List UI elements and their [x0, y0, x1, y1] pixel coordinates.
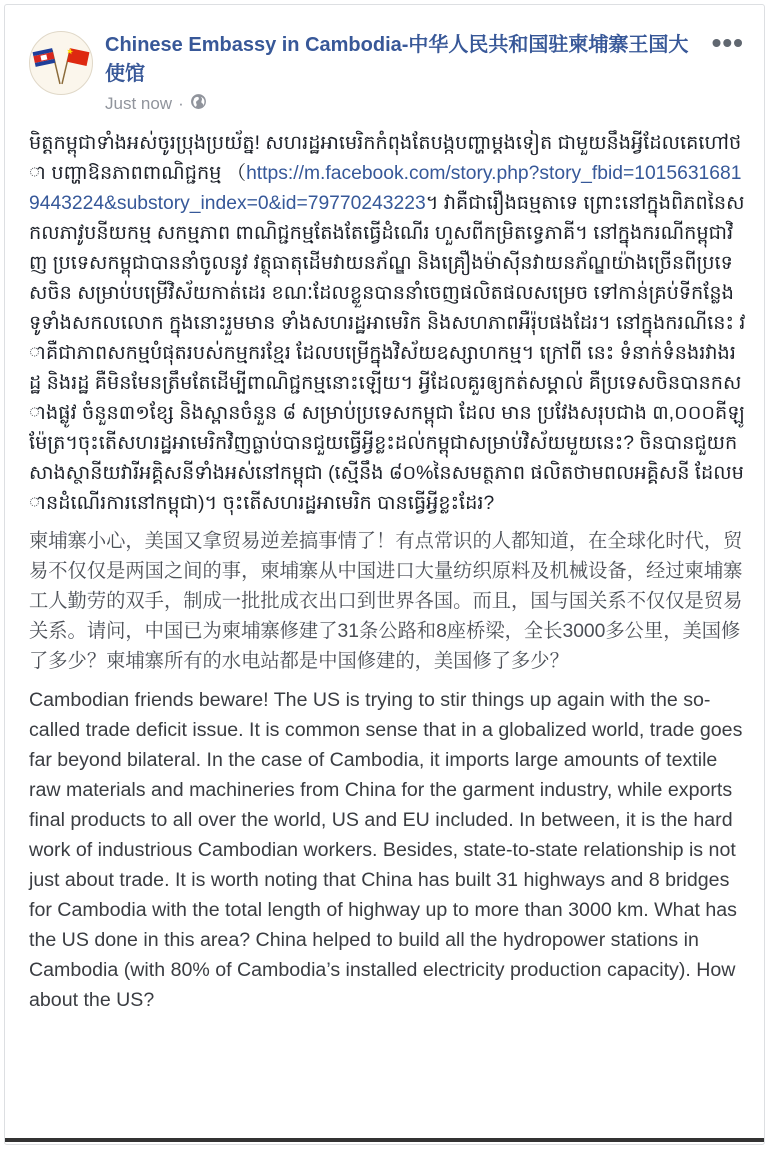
flags-avatar-image: [30, 32, 92, 94]
chinese-paragraph: 柬埔寨小心，美国又拿贸易逆差搞事情了！有点常识的人都知道，在全球化时代，贸易不仅仅是两国之间的事，柬埔寨从中国进口大量纺织原料及机械设备，经过柬埔寨工人勤劳的双手，制成一批批成衣出口到世界各国。而且，国与国关系不仅仅是贸易关系。请问，中国已为柬埔寨修建了31条公路和8座桥梁，全长3000多公里，美国修了多少？柬埔寨所有的水电站都是中国修建的，美国修了多少？: [29, 531, 743, 672]
post-card: [4, 4, 765, 1145]
globe-icon[interactable]: [190, 93, 207, 115]
khmer-text-part-1: មិត្តកម្ពុជាទាំងអស់ចូរប្រុងប្រយ័ត្ន! សហរដ្ឋអាមេរិកកំពុងតែបង្កបញ្ហាម្តងទៀត ជាមួយនឹងអ្វីដែលគេហៅថា បញ្ហាឱនភាពពាណិជ្ជកម្ម （: [29, 133, 742, 184]
post-meta: [105, 93, 207, 115]
divider: [5, 1138, 764, 1142]
khmer-text-part-2: ។ វាគឺជារឿងធម្មតាទេ ព្រោះនៅក្នុងពិភពនៃសកលភាវូបនីយកម្ម សកម្មភាព ពាណិជ្ជកម្មតែងតែធ្វើដំណើរ ហួសពីកម្រិតទ្វេភាគី។ នៅក្នុងករណីកម្ពុជាវិញ ប្រទេសកម្ពុជាបាននាំចូលនូវ វត្ថុធាតុដើមវាយនភ័ណ្ឌ និងគ្រឿងម៉ាស៊ីនវាយនភ័ណ្ឌយ៉ាងច្រើនពីប្រទេសចិន សម្រាប់បម្រើវិស័យកាត់ដេរ ខណៈដែលខ្លួនបាននាំចេញផលិតផលសម្រេច ទៅកាន់គ្រប់ទីកន្លែងទូទាំងសកលលោក ក្នុងនោះរួមមាន ទាំងសហរដ្ឋអាមេរិក និងសហភាពអឺរ៉ុបផងដែរ។ នៅក្នុងករណីនេះ វាគឺជាភាពសកម្មបំផុតរបស់កម្មករខ្មែរ ដែលបម្រើក្នុងវិស័យឧស្សាហកម្ម។ ក្រៅពី នេះ ទំនាក់ទំនងរវាងរដ្ឋ និងរដ្ឋ គឺមិនមែនត្រឹមតែដើម្បីពាណិជ្ជកម្មនោះឡើយ។ អ្វីដែលគួរឲ្យកត់សម្គាល់ គឺប្រទេសចិនបានកសាងផ្លូវ ចំនួន៣១ខ្សែ និងស្ពានចំនួន ៨ សម្រាប់ប្រទេសកម្ពុជា ដែល មាន ប្រវែងសរុបជាង ៣,០០០គីឡូម៉ែត្រ។ចុះតើសហរដ្ឋអាមេរិកវិញធ្លាប់បានជួយធ្វើអ្វីខ្លះដល់កម្ពុជាសម្រាប់វិស័យមួយនេះ? ចិនបានជួយកសាងស្ថានីយវារីអគ្គិសនីទាំងអស់នៅកម្ពុជា (ស្មើនឹង ៨០%នៃសមត្ថភាព ផលិតថាមពលអគ្គិសនី ដែលមានដំណើរការនៅកម្ពុជា)។ ចុះតើសហរដ្ឋអាមេរិក បានធ្វើអ្វីខ្លះដែរ?: [29, 193, 746, 514]
story-link[interactable]: https://m.facebook.com/story.php?story_fbid=10156316819443224&substory_index=0&id=79770243223: [29, 163, 742, 214]
khmer-paragraph: [29, 129, 746, 519]
timestamp[interactable]: Just now: [105, 94, 173, 113]
post-header: [25, 25, 744, 121]
english-paragraph: Cambodian friends beware! The US is trying to stir things up again with the so-called trade deficit issue. It is common sense that in a globalized world, trade goes far beyond bilateral. In the case of Cambodia, it imports large amounts of textile raw materials and machineries from China for the garment industry, while exports final products to all over the world, US and EU included. In between, it is the hard work of industrious Cambodian workers. Besides, state-to-state relationship is not just about trade. It is worth noting that China has built 31 highways and 8 bridges for Cambodia with the total length of highway up to more than 3000 km. What has the US done in this area? China helped to build all the hydropower stations in Cambodia (with 80% of Cambodia’s installed electricity production capacity). How about the US?: [29, 689, 743, 1011]
avatar[interactable]: [29, 31, 93, 95]
author-name[interactable]: Chinese Embassy in Cambodia-中华人民共和国驻柬埔寨王国大使馆: [105, 34, 689, 85]
more-options-icon[interactable]: •••: [711, 27, 744, 58]
meta-separator: ·: [178, 94, 184, 113]
post-body: [29, 129, 746, 1015]
